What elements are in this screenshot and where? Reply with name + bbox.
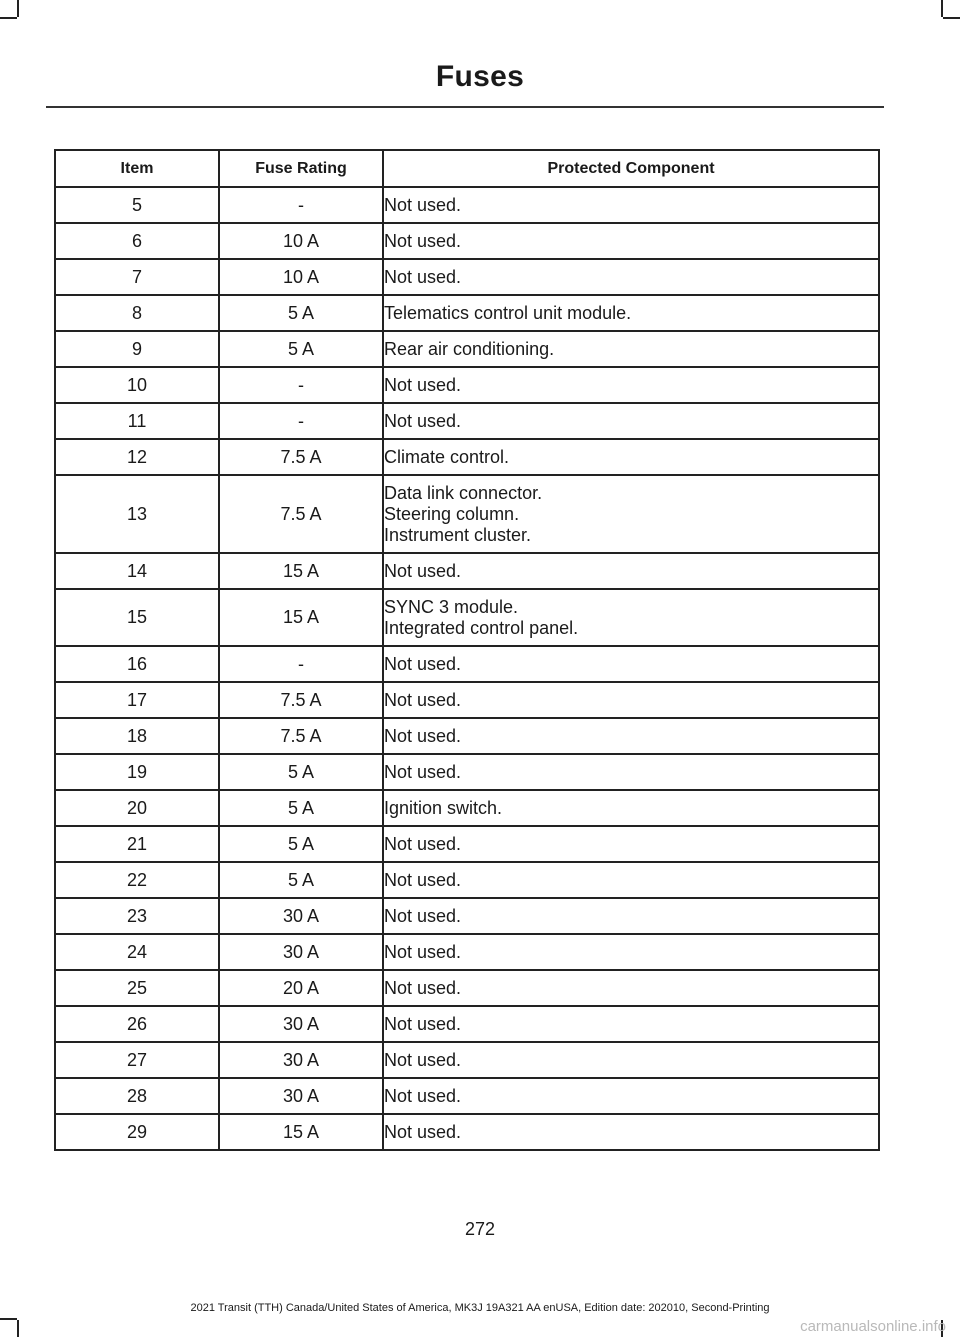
fuse-rating-cell: 5 A <box>219 754 383 790</box>
table-row <box>55 682 879 718</box>
fuse-table <box>54 149 880 1151</box>
protected-component-cell <box>383 934 879 970</box>
component-line: Rear air conditioning. <box>384 338 555 359</box>
fuse-rating-cell: - <box>219 403 383 439</box>
table-row <box>55 646 879 682</box>
fuse-rating-cell: 10 A <box>219 259 383 295</box>
crop-mark-top-right <box>941 0 943 17</box>
component-line: Not used. <box>384 560 462 581</box>
fuse-rating-cell: 15 A <box>219 589 383 646</box>
component-line: Ignition switch. <box>384 797 503 818</box>
protected-component-cell <box>383 475 879 553</box>
protected-component-cell <box>383 223 879 259</box>
item-cell: 27 <box>55 1042 219 1078</box>
fuse-rating-cell: 5 A <box>219 862 383 898</box>
table-row <box>55 1042 879 1078</box>
fuse-rating-cell: - <box>219 646 383 682</box>
page-number: 272 <box>464 1219 496 1239</box>
component-line: Not used. <box>384 833 462 854</box>
fuse-rating-cell: 7.5 A <box>219 682 383 718</box>
crop-mark-top-left <box>17 0 19 17</box>
component-line: Instrument cluster. <box>384 524 532 545</box>
column-header-fuse-rating: Fuse Rating <box>219 150 383 187</box>
protected-component-cell <box>383 646 879 682</box>
fuse-rating-cell: 7.5 A <box>219 718 383 754</box>
component-line: Not used. <box>384 230 462 251</box>
fuse-rating-cell: 30 A <box>219 898 383 934</box>
protected-component-cell <box>383 367 879 403</box>
protected-component-cell <box>383 1114 879 1150</box>
fuse-rating-cell: 15 A <box>219 553 383 589</box>
table-row <box>55 259 879 295</box>
protected-component-cell <box>383 187 879 223</box>
item-cell: 23 <box>55 898 219 934</box>
table-row <box>55 403 879 439</box>
fuse-rating-cell: 5 A <box>219 331 383 367</box>
fuse-rating-cell: 15 A <box>219 1114 383 1150</box>
table-row <box>55 1078 879 1114</box>
component-line: Not used. <box>384 653 462 674</box>
protected-component-cell <box>383 790 879 826</box>
crop-mark-bottom-left <box>17 1320 19 1337</box>
fuse-rating-cell: 30 A <box>219 934 383 970</box>
component-line: Not used. <box>384 1085 462 1106</box>
fuse-rating-cell: 7.5 A <box>219 439 383 475</box>
column-header-item: Item <box>55 150 219 187</box>
protected-component-cell <box>383 718 879 754</box>
table-row <box>55 295 879 331</box>
component-line: Not used. <box>384 374 462 395</box>
table-row <box>55 718 879 754</box>
header-rule <box>46 106 884 108</box>
protected-component-cell <box>383 754 879 790</box>
fuse-rating-cell: 30 A <box>219 1006 383 1042</box>
protected-component-cell <box>383 970 879 1006</box>
table-row <box>55 970 879 1006</box>
protected-component-cell <box>383 295 879 331</box>
component-line: Not used. <box>384 1013 462 1034</box>
table-row <box>55 439 879 475</box>
table-row <box>55 898 879 934</box>
protected-component-cell <box>383 826 879 862</box>
fuse-rating-cell: 5 A <box>219 790 383 826</box>
table-row <box>55 934 879 970</box>
fuse-rating-cell: 7.5 A <box>219 475 383 553</box>
component-line: Not used. <box>384 761 462 782</box>
protected-component-cell <box>383 553 879 589</box>
fuse-rating-cell: 20 A <box>219 970 383 1006</box>
fuse-rating-cell: 5 A <box>219 295 383 331</box>
fuse-rating-cell: 5 A <box>219 826 383 862</box>
component-line: Telematics control unit module. <box>384 302 632 323</box>
protected-component-cell <box>383 682 879 718</box>
item-cell: 28 <box>55 1078 219 1114</box>
component-line: Not used. <box>384 1049 462 1070</box>
component-line: Not used. <box>384 725 462 746</box>
component-line: Not used. <box>384 266 462 287</box>
protected-component-cell <box>383 331 879 367</box>
fuse-rating-cell: - <box>219 367 383 403</box>
item-cell: 14 <box>55 553 219 589</box>
item-cell: 19 <box>55 754 219 790</box>
protected-component-cell <box>383 439 879 475</box>
item-cell: 16 <box>55 646 219 682</box>
protected-component-cell <box>383 1006 879 1042</box>
protected-component-cell <box>383 1042 879 1078</box>
table-header-row <box>55 150 879 187</box>
component-line: Not used. <box>384 905 462 926</box>
table-row <box>55 589 879 646</box>
protected-component-cell <box>383 1078 879 1114</box>
component-line: Not used. <box>384 1121 462 1142</box>
component-line: Not used. <box>384 941 462 962</box>
item-cell: 12 <box>55 439 219 475</box>
component-line: Data link connector. <box>384 482 543 503</box>
crop-mark-top-right <box>943 17 960 19</box>
table-row <box>55 367 879 403</box>
item-cell: 21 <box>55 826 219 862</box>
component-line: Not used. <box>384 977 462 998</box>
item-cell: 10 <box>55 367 219 403</box>
protected-component-cell <box>383 862 879 898</box>
table-row <box>55 790 879 826</box>
protected-component-cell <box>383 259 879 295</box>
item-cell: 5 <box>55 187 219 223</box>
item-cell: 26 <box>55 1006 219 1042</box>
protected-component-cell <box>383 403 879 439</box>
item-cell: 18 <box>55 718 219 754</box>
item-cell: 9 <box>55 331 219 367</box>
table-row <box>55 331 879 367</box>
item-cell: 20 <box>55 790 219 826</box>
item-cell: 7 <box>55 259 219 295</box>
crop-mark-top-left <box>0 17 17 19</box>
table-row <box>55 187 879 223</box>
component-line: Not used. <box>384 869 462 890</box>
component-line: Not used. <box>384 410 462 431</box>
item-cell: 29 <box>55 1114 219 1150</box>
table-row <box>55 475 879 553</box>
watermark: carmanualsonline.info <box>800 1318 946 1335</box>
column-header-protected-component: Protected Component <box>383 150 879 187</box>
table-row <box>55 1006 879 1042</box>
table-row <box>55 223 879 259</box>
item-cell: 17 <box>55 682 219 718</box>
component-line: Climate control. <box>384 446 510 467</box>
component-line: Steering column. <box>384 503 520 524</box>
table-row <box>55 553 879 589</box>
component-line: Not used. <box>384 194 462 215</box>
protected-component-cell <box>383 589 879 646</box>
table-row <box>55 1114 879 1150</box>
item-cell: 24 <box>55 934 219 970</box>
protected-component-cell <box>383 898 879 934</box>
item-cell: 25 <box>55 970 219 1006</box>
item-cell: 22 <box>55 862 219 898</box>
item-cell: 8 <box>55 295 219 331</box>
page-title: Fuses <box>435 60 525 93</box>
footer-edition-info: 2021 Transit (TTH) Canada/United States of America, MK3J 19A321 AA enUSA, Edition date: 202010, Second-Printing <box>190 1302 770 1314</box>
fuse-rating-cell: 30 A <box>219 1078 383 1114</box>
component-line: SYNC 3 module. <box>384 596 519 617</box>
table-row <box>55 862 879 898</box>
table-row <box>55 754 879 790</box>
item-cell: 6 <box>55 223 219 259</box>
crop-mark-bottom-left <box>0 1318 17 1320</box>
component-line: Not used. <box>384 689 462 710</box>
item-cell: 11 <box>55 403 219 439</box>
fuse-rating-cell: 30 A <box>219 1042 383 1078</box>
item-cell: 15 <box>55 589 219 646</box>
component-line: Integrated control panel. <box>384 617 579 638</box>
table-row <box>55 826 879 862</box>
fuse-rating-cell: - <box>219 187 383 223</box>
fuse-rating-cell: 10 A <box>219 223 383 259</box>
item-cell: 13 <box>55 475 219 553</box>
